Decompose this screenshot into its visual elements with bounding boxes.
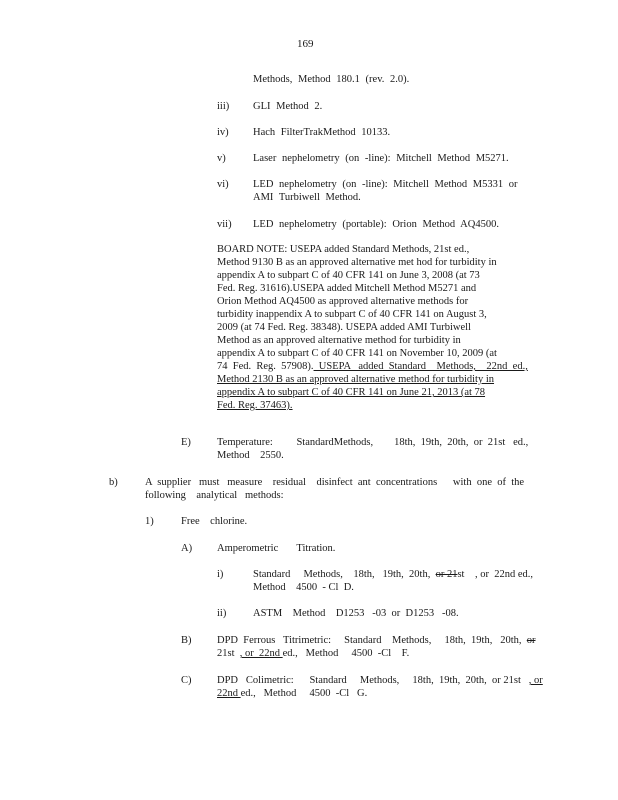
item-vi-text-line1: LED nephelometry (on -line): Mitchell Method M5331 or xyxy=(253,179,518,190)
item-A-i-text-line2: Method 4500 - Cl D. xyxy=(253,582,354,593)
item-A-i-deleted-text: or 21 xyxy=(435,569,458,580)
item-iv-label: iv) xyxy=(217,127,229,138)
item-A-i-label: i) xyxy=(217,569,224,580)
board-note-amendment-line: appendix A to subpart C of 40 CFR 141 on June 21, 2013 (at 78 xyxy=(217,387,486,398)
board-note-line: Method as an approved alternative method for turbidity in xyxy=(217,335,461,346)
item-A-i-text-pre: Standard Methods, 18th, 19th, 20th, xyxy=(253,569,436,580)
item-B-deleted-text: or xyxy=(526,635,536,646)
item-B-text-pre2: 21st xyxy=(217,648,240,659)
board-note-line: Orion Method AQ4500 as approved alternative methods for xyxy=(217,296,469,307)
item-B-text-post: ed., Method 4500 -Cl F. xyxy=(282,648,410,659)
page-number: 169 xyxy=(297,38,314,50)
item-vii-text: LED nephelometry (portable): Orion Method AQ4500. xyxy=(253,219,499,230)
board-note-line: Method 9130 B as an approved alternative met hod for turbidity in xyxy=(217,257,497,268)
item-A-label: A) xyxy=(181,543,193,554)
board-note-line-10 xyxy=(217,360,537,373)
item-iii-text: GLI Method 2. xyxy=(253,101,323,112)
item-B-text-line2 xyxy=(217,647,409,660)
item-A-i-text-line1 xyxy=(253,568,533,581)
item-C-text-line1 xyxy=(217,674,543,687)
board-note-line: BOARD NOTE: USEPA added Standard Methods, 21st ed., xyxy=(217,244,470,255)
item-b-label: b) xyxy=(109,477,118,488)
item-C-inserted-text: , or xyxy=(528,675,543,686)
item-v-text: Laser nephelometry (on -line): Mitchell Method M5271. xyxy=(253,153,509,164)
item-B-inserted-text: , or 22nd xyxy=(239,648,283,659)
item-B-label: B) xyxy=(181,635,192,646)
item-A-text: Amperometric Titration. xyxy=(217,543,336,554)
item-A-i-text-post: st , or 22nd ed., xyxy=(457,569,533,580)
board-note xyxy=(217,243,537,412)
board-note-amendment-line: Fed. Reg. 37463). xyxy=(217,400,293,411)
item-continuation-text: Methods, Method 180.1 (rev. 2.0). xyxy=(253,74,410,85)
item-A-ii-text: ASTM Method D1253 -03 or D1253 -08. xyxy=(253,608,459,619)
item-iv-text: Hach FilterTrakMethod 10133. xyxy=(253,127,391,138)
item-E-text-line1: Temperature: StandardMethods, 18th, 19th, 20th, or 21st ed., xyxy=(217,437,529,448)
item-C-text-pre: DPD Colimetric: Standard Methods, 18th, 19th, 20th, or 21st xyxy=(217,675,529,686)
item-v-label: v) xyxy=(217,153,226,164)
board-note-line-10-plain: 74 Fed. Reg. 57908). xyxy=(217,361,314,372)
board-note-line: Fed. Reg. 31616).USEPA added Mitchell Method M5271 and xyxy=(217,283,477,294)
item-C-inserted-text-2: 22nd xyxy=(217,688,241,699)
item-1-label: 1) xyxy=(145,516,154,527)
board-note-line: turbidity inappendix A to subpart C of 40 CFR 141 on August 3, xyxy=(217,309,487,320)
item-E-text-line2: Method 2550. xyxy=(217,450,284,461)
board-note-amendment-line: Method 2130 B as an approved alternative method for turbidity in xyxy=(217,374,495,385)
board-note-line: appendix A to subpart C of 40 CFR 141 on November 10, 2009 (at xyxy=(217,348,497,359)
item-C-label: C) xyxy=(181,675,192,686)
item-E-label: E) xyxy=(181,437,191,448)
item-b-text-line2: following analytical methods: xyxy=(145,490,284,501)
item-iii-label: iii) xyxy=(217,101,230,112)
item-B-text-line1 xyxy=(217,634,536,647)
item-A-ii-label: ii) xyxy=(217,608,227,619)
item-b-text-line1: A supplier must measure residual disinfect ant concentrations with one of the xyxy=(145,477,525,488)
board-note-amendment-underlined: USEPA added Standard Methods, 22nd ed., xyxy=(313,361,528,372)
item-C-text-post: ed., Method 4500 -Cl G. xyxy=(240,688,368,699)
item-C-text-line2 xyxy=(217,687,367,700)
item-vi-label: vi) xyxy=(217,179,229,190)
item-1-text: Free chlorine. xyxy=(181,516,248,527)
board-note-line: appendix A to subpart C of 40 CFR 141 on June 3, 2008 (at 73 xyxy=(217,270,480,281)
item-vii-label: vii) xyxy=(217,219,232,230)
item-vi-text-line2: AMI Turbiwell Method. xyxy=(253,192,361,203)
item-B-text-pre: DPD Ferrous Titrimetric: Standard Methods, 18th, 19th, 20th, xyxy=(217,635,527,646)
board-note-line: 2009 (at 74 Fed. Reg. 38348). USEPA added AMI Turbiwell xyxy=(217,322,471,333)
